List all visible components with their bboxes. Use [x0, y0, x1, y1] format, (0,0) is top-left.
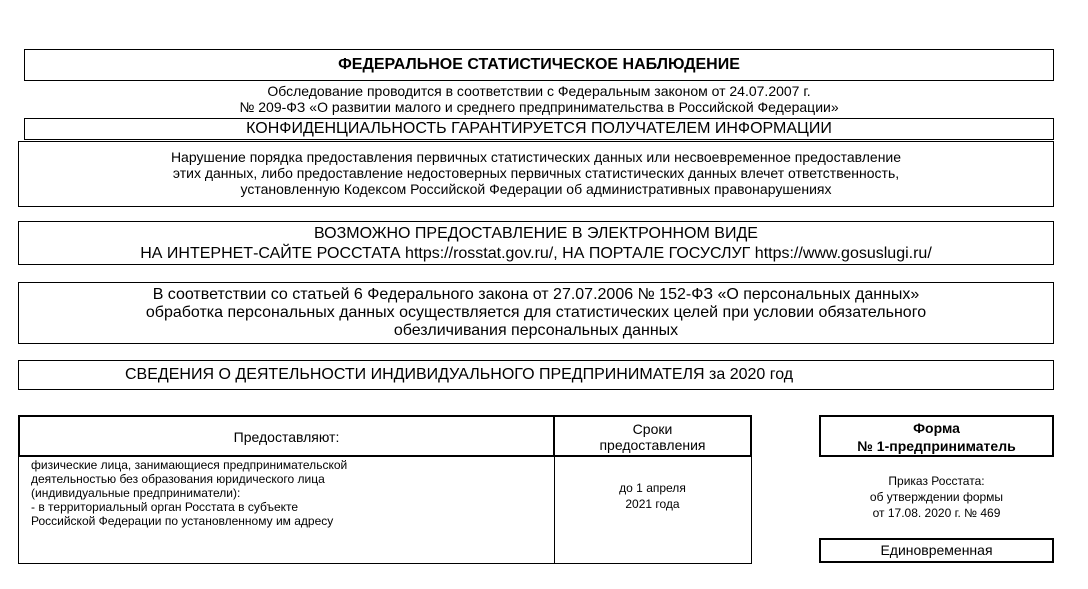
approval-order-line: от 17.08. 2020 г. № 469 [872, 506, 1001, 520]
violation-line: Нарушение порядка предоставления первичных статистических данных или несвоевременное предоставление [170, 149, 902, 165]
approval-order-line: об утверждении формы [869, 490, 1004, 504]
form-number-box [819, 415, 1054, 457]
providers-line: - в территориальный орган Росстата в субъекте [31, 500, 299, 514]
report-title-box [18, 360, 1054, 390]
personal-data-notice [18, 282, 1054, 344]
electronic-line: ВОЗМОЖНО ПРЕДОСТАВЛЕНИЕ В ЭЛЕКТРОННОМ ВИДЕ [314, 225, 758, 242]
confidentiality-banner [24, 118, 1054, 140]
column-header-deadline-line: Сроки [632, 421, 673, 437]
approval-order-line: Приказ Росстата: [888, 474, 985, 488]
electronic-submission-notice [18, 221, 1054, 265]
deadline-cell [554, 455, 752, 564]
survey-title [24, 49, 1054, 81]
providers-line: Российской Федерации по установленному им адресу [31, 514, 334, 528]
violation-notice [18, 141, 1054, 207]
personal-data-line: обезличивания персональных данных [393, 322, 679, 339]
survey-basis-line: № 209-ФЗ «О развитии малого и среднего предпринимательства в Российской Федерации» [239, 99, 839, 115]
confidentiality-text: КОНФИДЕНЦИАЛЬНОСТЬ ГАРАНТИРУЕТСЯ ПОЛУЧАТЕЛЕМ ИНФОРМАЦИИ [246, 120, 832, 137]
personal-data-line: обработка персональных данных осуществляется для статистических целей при условии обязательного [145, 304, 927, 321]
survey-basis-text [24, 83, 1054, 115]
form-title-line: № 1-предприниматель [857, 438, 1016, 454]
approval-order [819, 473, 1054, 521]
violation-line: этих данных, либо предоставление недостоверных первичных статистических данных влечет ответственность, [172, 165, 900, 181]
periodicity-box [819, 538, 1054, 563]
providers-table [18, 415, 752, 564]
column-header-providers: Предоставляют: [18, 415, 555, 457]
personal-data-line: В соответствии со статьей 6 Федерального закона от 27.07.2006 № 152-ФЗ «О персональных данных» [152, 286, 920, 303]
report-title: СВЕДЕНИЯ О ДЕЯТЕЛЬНОСТИ ИНДИВИДУАЛЬНОГО ПРЕДПРИНИМАТЕЛЯ за 2020 год [125, 366, 794, 383]
providers-line: деятельностью без образования юридического лица [31, 472, 325, 486]
providers-line: физические лица, занимающиеся предпринимательской [31, 458, 348, 472]
survey-title-text: ФЕДЕРАЛЬНОЕ СТАТИСТИЧЕСКОЕ НАБЛЮДЕНИЕ [338, 56, 740, 73]
deadline-line: до 1 апреля [619, 481, 686, 495]
electronic-line: НА ИНТЕРНЕТ-САЙТЕ РОССТАТА https://rosstat.gov.ru/, НА ПОРТАЛЕ ГОСУСЛУГ https://www.gosuslugi.ru/ [140, 245, 932, 262]
providers-line: (индивидуальные предприниматели): [31, 486, 241, 500]
violation-line: установленную Кодексом Российской Федерации об административных правонарушениях [240, 181, 832, 197]
survey-basis-line: Обследование проводится в соответствии с Федеральным законом от 24.07.2007 г. [267, 83, 811, 99]
periodicity-text: Единовременная [880, 542, 993, 558]
providers-cell [18, 455, 555, 564]
form-title-line: Форма [913, 420, 960, 436]
column-header-deadline-line: предоставления [599, 437, 706, 453]
column-header-deadline [553, 415, 752, 457]
deadline-line: 2021 года [625, 497, 680, 511]
